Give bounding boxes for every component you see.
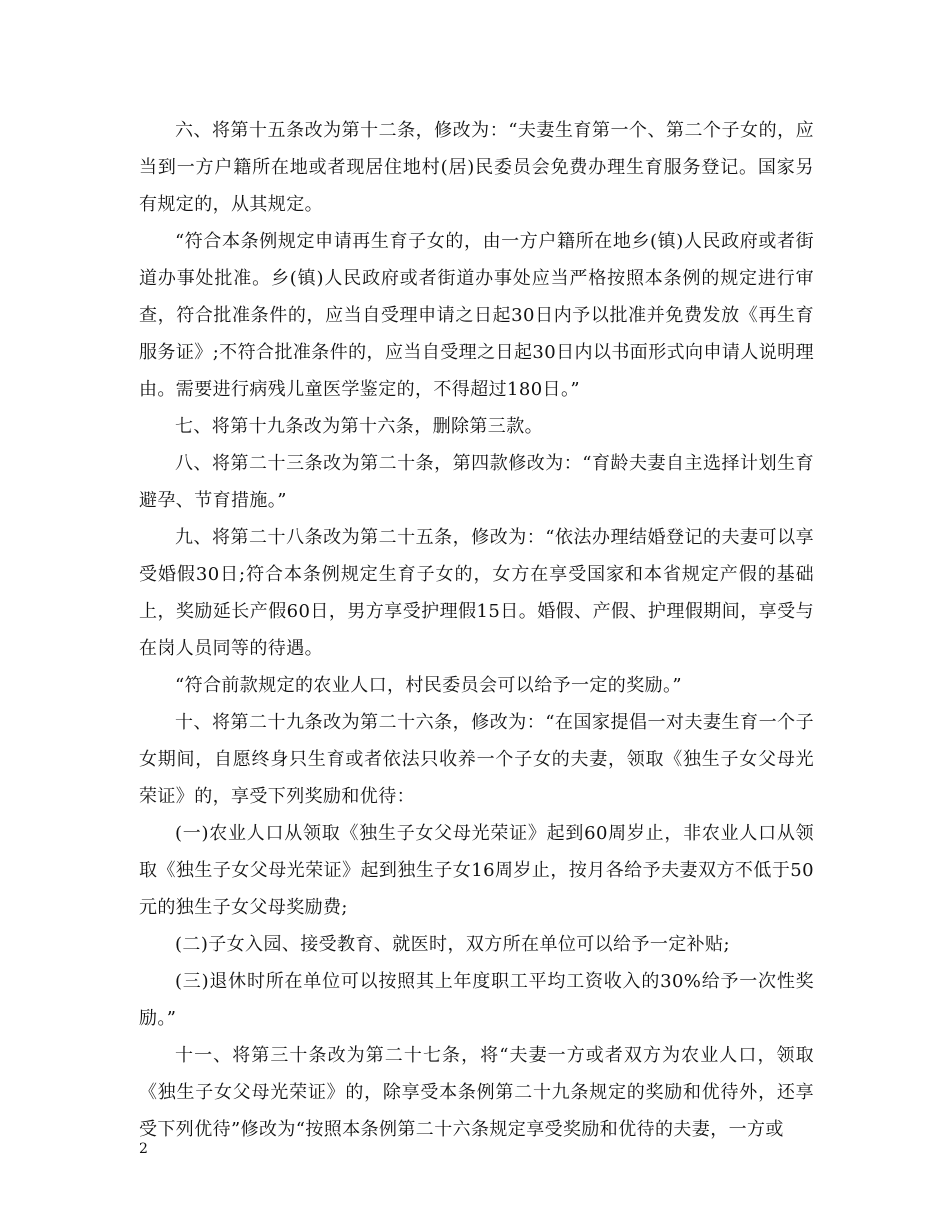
paragraph-article-6: 六、将第十五条改为第十二条，修改为：“夫妻生育第一个、第二个子女的，应当到一方户籍所在地或者现居住地村(居)民委员会免费办理生育服务登记。国家另有规定的，从其规定。 — [139, 120, 814, 215]
paragraph-article-8: 八、将第二十三条改为第二十条，第四款修改为：“育龄夫妻自主选择计划生育避孕、节育措施。” — [139, 453, 814, 511]
paragraph-article-10-item-1: (一)农业人口从领取《独生子女父母光荣证》起到60周岁止，非农业人口从领取《独生子女父母光荣证》起到独生子女16周岁止，按月各给予夫妻双方不低于50元的独生子女父母奖励费; — [139, 823, 814, 918]
document-body — [139, 112, 814, 1148]
page-number: 2 — [139, 1141, 148, 1157]
paragraph-article-7: 七、将第十九条改为第十六条，删除第三款。 — [175, 416, 543, 437]
paragraph-article-10-item-3: (三)退休时所在单位可以按照其上年度职工平均工资收入的30%给予一次性奖励。” — [139, 971, 814, 1029]
paragraph-article-6-clause: “符合本条例规定申请再生育子女的，由一方户籍所在地乡(镇)人民政府或者街道办事处批准。乡(镇)人民政府或者街道办事处应当严格按照本条例的规定进行审查，符合批准条件的，应当自受理申请之日起30日内予以批准并免费发放《再生育服务证》;不符合批准条件的，应当自受理之日起30日内以书面形式向申请人说明理由。需要进行病残儿童医学鉴定的，不得超过180日。” — [139, 231, 814, 400]
paragraph-article-10: 十、将第二十九条改为第二十六条，修改为：“在国家提倡一对夫妻生育一个子女期间，自愿终身只生育或者依法只收养一个子女的夫妻，领取《独生子女父母光荣证》的，享受下列奖励和优待： — [139, 712, 814, 807]
paragraph-article-10-item-2: (二)子女入园、接受教育、就医时，双方所在单位可以给予一定补贴; — [175, 934, 730, 955]
paragraph-article-9: 九、将第二十八条改为第二十五条，修改为：“依法办理结婚登记的夫妻可以享受婚假30日;符合本条例规定生育子女的，女方在享受国家和本省规定产假的基础上，奖励延长产假60日，男方享受护理假15日。婚假、产假、护理假期间，享受与在岗人员同等的待遇。 — [139, 527, 814, 659]
paragraph-article-9-clause: “符合前款规定的农业人口，村民委员会可以给予一定的奖励。” — [175, 675, 683, 696]
paragraph-article-11: 十一、将第三十条改为第二十七条，将“夫妻一方或者双方为农业人口，领取《独生子女父母光荣证》的，除享受本条例第二十九条规定的奖励和优待外，还享受下列优待”修改为“按照本条例第二十六条规定享受奖励和优待的夫妻，一方或 — [139, 1045, 814, 1140]
